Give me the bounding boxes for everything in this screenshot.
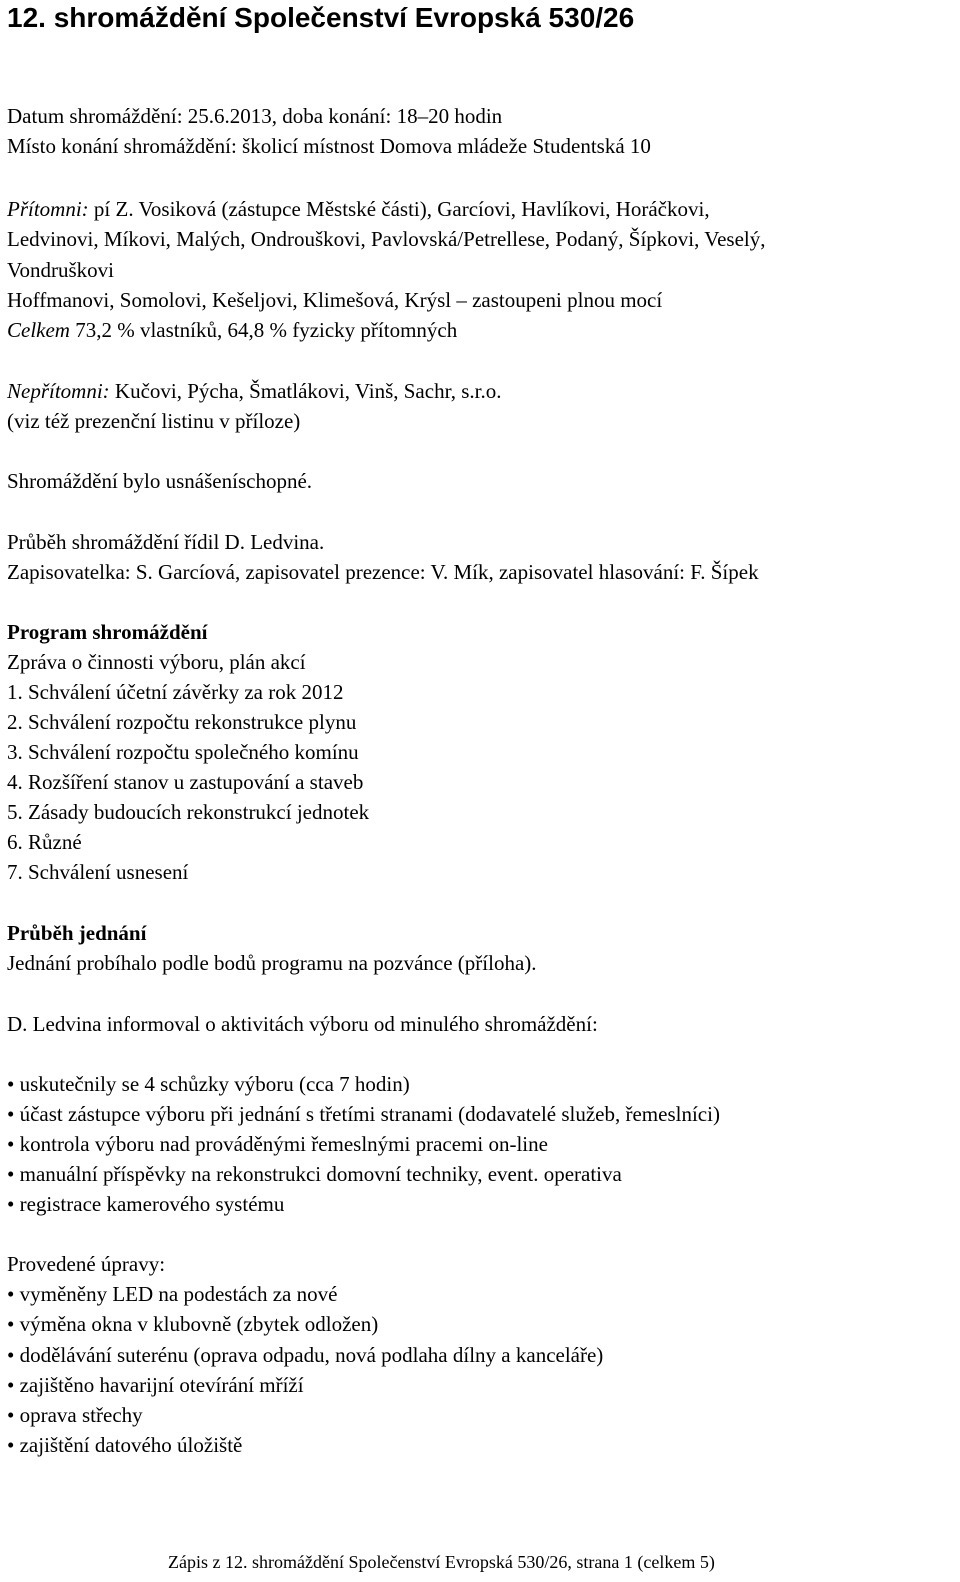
present-line-3: Vondruškovi <box>7 258 114 282</box>
program-item: 5. Zásady budoucích rekonstrukcí jednotek <box>7 800 370 824</box>
change-item: • zajištění datového úložiště <box>7 1430 242 1460</box>
activity-item: • manuální příspěvky na rekonstrukci domovní techniky, event. operativa <box>7 1159 622 1189</box>
absent-line <box>7 376 501 406</box>
page-footer: Zápis z 12. shromáždění Společenství Evropská 530/26, strana 1 (celkem 5) <box>168 1552 715 1572</box>
meeting-place: Místo konání shromáždění: školicí místnost Domova mládeže Studentská 10 <box>7 134 651 158</box>
changes-heading: Provedené úpravy: <box>7 1252 166 1276</box>
change-item: • dodělávání suterénu (oprava odpadu, nová podlaha dílny a kanceláře) <box>7 1340 603 1370</box>
absent-text: Kučovi, Pýcha, Šmatlákovi, Vinš, Sachr, s.r.o. <box>109 379 502 403</box>
present-line-4: Hoffmanovi, Somolovi, Kešeljovi, Klimešová, Krýsl – zastoupeni plnou mocí <box>7 288 663 312</box>
program-intro: Zpráva o činnosti výboru, plán akcí <box>7 650 306 674</box>
proceedings-heading: Průběh jednání <box>7 921 147 945</box>
quorum-statement: Shromáždění bylo usnášeníschopné. <box>7 469 313 493</box>
activity-item: • uskutečnily se 4 schůzky výboru (cca 7 hodin) <box>7 1069 410 1099</box>
present-label: Přítomni: <box>7 197 89 221</box>
change-item: • oprava střechy <box>7 1400 143 1430</box>
total-line <box>7 315 457 345</box>
absent-note: (viz též prezenční listinu v příloze) <box>7 409 301 433</box>
change-item: • vyměněny LED na podestách za nové <box>7 1279 337 1309</box>
proceedings-text: Jednání probíhalo podle bodů programu na pozvánce (příloha). <box>7 951 537 975</box>
present-line-1 <box>7 194 710 224</box>
present-line-1-text: pí Z. Vosiková (zástupce Městské části), Garcíovi, Havlíkovi, Horáčkovi, <box>88 197 710 221</box>
program-item: 1. Schválení účetní závěrky za rok 2012 <box>7 680 344 704</box>
program-item: 6. Různé <box>7 830 82 854</box>
present-line-2: Ledvinovi, Míkovi, Malých, Ondrouškovi, Pavlovská/Petrellese, Podaný, Šípkovi, Veselý, <box>7 227 766 251</box>
program-item: 2. Schválení rozpočtu rekonstrukce plynu <box>7 710 357 734</box>
activity-item: • účast zástupce výboru při jednání s třetími stranami (dodavatelé služeb, řemeslníci) <box>7 1099 720 1129</box>
activity-item: • registrace kamerového systému <box>7 1189 284 1219</box>
activity-item: • kontrola výboru nad prováděnými řemeslnými pracemi on-line <box>7 1129 548 1159</box>
total-label: Celkem <box>7 318 70 342</box>
program-heading: Program shromáždění <box>7 620 208 644</box>
document-title: 12. shromáždění Společenství Evropská 530/26 <box>7 2 635 33</box>
program-item: 7. Schválení usnesení <box>7 860 189 884</box>
total-text: 73,2 % vlastníků, 64,8 % fyzicky přítomných <box>69 318 458 342</box>
program-item: 4. Rozšíření stanov u zastupování a staveb <box>7 770 364 794</box>
change-item: • zajištěno havarijní otevírání mříží <box>7 1370 304 1400</box>
change-item: • výměna okna v klubovně (zbytek odložen) <box>7 1309 378 1339</box>
report-intro: D. Ledvina informoval o aktivitách výboru od minulého shromáždění: <box>7 1012 598 1036</box>
chair-statement: Průběh shromáždění řídil D. Ledvina. <box>7 530 325 554</box>
recorders-statement: Zapisovatelka: S. Garcíová, zapisovatel prezence: V. Mík, zapisovatel hlasování: F. Šípek <box>7 560 759 584</box>
program-item: 3. Schválení rozpočtu společného komínu <box>7 740 359 764</box>
absent-label: Nepřítomni: <box>7 379 110 403</box>
meeting-date: Datum shromáždění: 25.6.2013, doba konání: 18–20 hodin <box>7 104 503 128</box>
